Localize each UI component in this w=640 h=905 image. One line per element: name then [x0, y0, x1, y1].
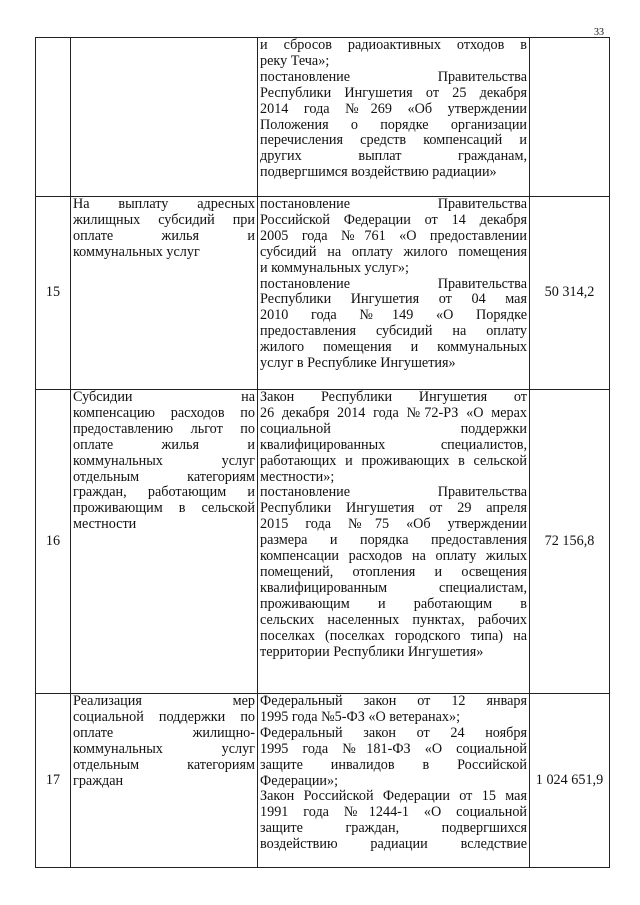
legal-basis-line: Республики Ингушетия от 29 апреля — [260, 500, 527, 517]
legal-basis-line: предоставления субсидий на оплату — [260, 323, 527, 340]
table-body — [36, 38, 610, 868]
legal-basis-line: других выплат гражданам, — [260, 148, 527, 165]
legal-basis-line: 2005 года №761 «О предоставлении — [260, 227, 527, 244]
amount: 72 156,8 — [530, 390, 610, 694]
legal-basis-line: 1995 года №5-ФЗ «О ветеранах»; — [260, 708, 461, 725]
expense-description-line: отдельным категориям — [73, 756, 255, 773]
row-number — [36, 38, 71, 197]
legal-basis-line: Российской Федерации от 14 декабря — [260, 211, 527, 228]
legal-basis-line: квалифицированным специалистам, — [260, 579, 527, 596]
expense-description-line: предоставлению льгот по — [73, 420, 255, 437]
legal-basis-line: 2010 года №149 «О Порядке — [260, 307, 527, 324]
expense-description-line: коммунальных услуг — [73, 740, 255, 757]
legal-basis-line: услуг в Республике Ингушетия» — [260, 355, 456, 372]
legal-basis-line: воздействию радиации вследствие — [260, 836, 527, 853]
table-row — [36, 390, 610, 694]
expense-description-line: оплате жилья и — [73, 227, 255, 244]
legal-basis-line: Федеральный закон от 24 ноября — [260, 724, 527, 741]
legal-basis-line: постановление Правительства — [260, 275, 527, 292]
legal-basis-line: поселках (поселках городского типа) на — [260, 627, 527, 644]
page-number: 33 — [594, 27, 604, 38]
row-number: 17 — [36, 694, 71, 868]
legal-basis-line: и коммунальных услуг»; — [260, 259, 409, 276]
legal-basis — [258, 38, 530, 197]
legal-basis-line: 2015 года №75 «Об утверждении — [260, 516, 527, 533]
legal-basis — [258, 694, 530, 868]
expense-description — [71, 694, 258, 868]
legal-basis-line: сельских населенных пунктах, рабочих — [260, 611, 527, 628]
legal-basis-line: работающих и проживающих в сельской — [260, 452, 527, 469]
expense-description-line: оплате жилищно- — [73, 724, 255, 741]
expense-description — [71, 390, 258, 694]
legal-basis-line: квалифицированных специалистов, — [260, 436, 527, 453]
legal-basis-line: и сбросов радиоактивных отходов в — [260, 37, 527, 53]
expense-description-line: оплате жилья и — [73, 436, 255, 453]
legal-basis-line: помещений, отопления и освещения — [260, 563, 527, 580]
expense-description-line: отдельным категориям — [73, 468, 255, 485]
expense-description — [71, 197, 258, 390]
row-number: 15 — [36, 197, 71, 390]
table-row — [36, 38, 610, 197]
legal-basis-line: 26 декабря 2014 года №72-РЗ «О мерах — [260, 404, 527, 421]
expense-description-line: граждан — [73, 772, 124, 789]
legal-basis-line: Закон Российской Федерации от 15 мая — [260, 788, 527, 805]
legal-basis-line: местности»; — [260, 468, 335, 485]
expense-description-line: коммунальных услуг — [73, 243, 200, 260]
legal-basis-line: защите инвалидов в Российской — [260, 756, 527, 773]
legal-basis-line: перечисления средств компенсаций и — [260, 132, 527, 149]
legal-basis — [258, 390, 530, 694]
legal-basis-line: 1995 года №181-ФЗ «О социальной — [260, 740, 527, 757]
legal-basis-line: Федеральный закон от 12 января — [260, 693, 527, 709]
legal-basis-line: постановление Правительства — [260, 484, 527, 501]
expense-description-line: проживающим в сельской — [73, 500, 255, 517]
budget-table — [35, 37, 610, 868]
expense-description-line: местности — [73, 516, 137, 533]
expense-description-line: жилищных субсидий при — [73, 211, 255, 228]
legal-basis-line: Республики Ингушетия от 25 декабря — [260, 84, 527, 101]
legal-basis-line: субсидий на оплату жилого помещения — [260, 243, 527, 260]
expense-description-line: социальной поддержки по — [73, 708, 255, 725]
legal-basis-line: Положения о порядке организации — [260, 116, 527, 133]
expense-description — [71, 38, 258, 197]
row-number: 16 — [36, 390, 71, 694]
expense-description-line: компенсацию расходов по — [73, 404, 255, 421]
expense-description-line: Реализация мер — [73, 693, 255, 709]
legal-basis-line: постановление Правительства — [260, 196, 527, 212]
legal-basis-line: Федерации»; — [260, 772, 339, 789]
table-row — [36, 694, 610, 868]
legal-basis-line: размера и порядка предоставления — [260, 532, 527, 549]
amount: 50 314,2 — [530, 197, 610, 390]
legal-basis-line: реку Теча»; — [260, 52, 330, 69]
table-row — [36, 197, 610, 390]
expense-description-line: Субсидии на — [73, 389, 255, 405]
legal-basis-line: компенсации расходов на оплату жилых — [260, 548, 527, 565]
legal-basis-line: проживающим и работающим в — [260, 595, 527, 612]
amount: 1 024 651,9 — [530, 694, 610, 868]
expense-description-line: коммунальных услуг — [73, 452, 255, 469]
legal-basis-line: социальной поддержки — [260, 420, 527, 437]
legal-basis — [258, 197, 530, 390]
legal-basis-line: постановление Правительства — [260, 68, 527, 85]
legal-basis-line: 2014 года №269 «Об утверждении — [260, 100, 527, 117]
legal-basis-line: жилого помещения и коммунальных — [260, 339, 527, 356]
legal-basis-line: 1991 года №1244-1 «О социальной — [260, 804, 527, 821]
legal-basis-line: защите граждан, подвергшихся — [260, 820, 527, 837]
expense-description-line: На выплату адресных — [73, 196, 255, 212]
legal-basis-line: подвергшимся воздействию радиации» — [260, 164, 497, 181]
legal-basis-line: Закон Республики Ингушетия от — [260, 389, 527, 405]
legal-basis-line: территории Республики Ингушетия» — [260, 643, 484, 660]
legal-basis-line: Республики Ингушетия от 04 мая — [260, 291, 527, 308]
expense-description-line: граждан, работающим и — [73, 484, 255, 501]
amount — [530, 38, 610, 197]
